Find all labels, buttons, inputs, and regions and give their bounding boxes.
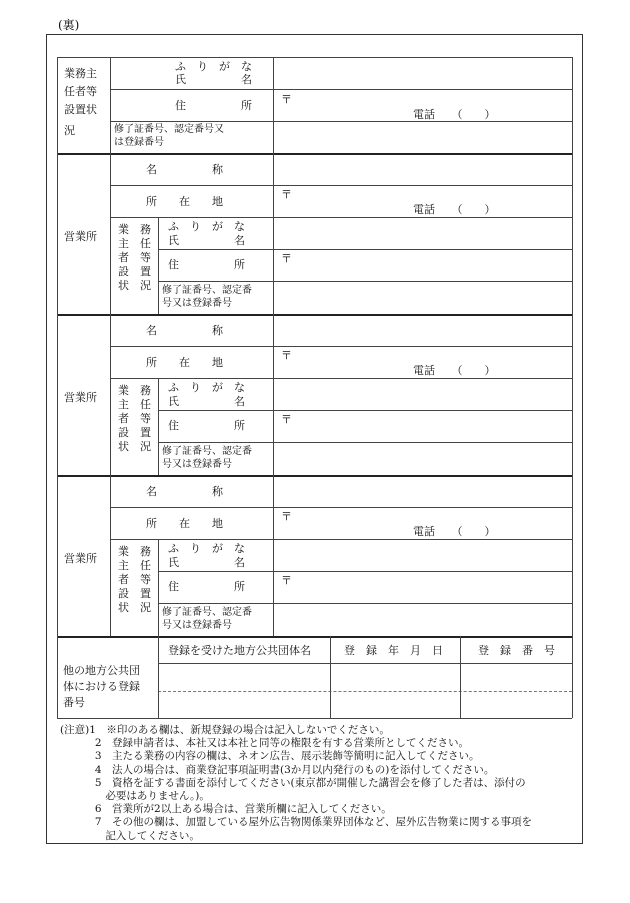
note-line: 4 法人の場合は、商業登記事項証明書(3か月以内発行のもの)を添付してください。	[60, 763, 495, 776]
furigana-label: ふ り が な	[168, 542, 245, 555]
postal-mark: 〒	[281, 510, 292, 523]
grid-line	[572, 636, 573, 718]
grid-line	[110, 185, 572, 186]
grid-line	[110, 507, 572, 508]
grid-line	[273, 57, 274, 153]
grid-line	[158, 663, 572, 664]
office-manager-label: 主 任	[118, 398, 151, 411]
grid-line	[158, 378, 159, 475]
postal-mark: 〒	[281, 574, 292, 587]
postal-mark: 〒	[281, 252, 292, 265]
grid-line	[57, 314, 58, 475]
office-label: 営業所	[64, 552, 97, 565]
other-registration-label: 他の地方公共団	[63, 664, 140, 677]
grid-line	[110, 57, 111, 153]
note-line: 3 主たる業務の内容の欄は、ネオン広告、展示装飾等簡明に記入してください。	[60, 750, 480, 763]
office-manager-label: 者 等	[118, 251, 151, 264]
grid-line	[158, 217, 159, 314]
address-label: 住 所	[175, 99, 252, 112]
dashed-line	[158, 691, 572, 692]
grid-line	[57, 718, 572, 719]
manager-section-label: 任者等	[64, 85, 97, 98]
grid-line	[273, 475, 274, 636]
phone-label: 電話 （ ）	[413, 108, 496, 121]
manager-section-label: 業務主	[64, 67, 97, 80]
office-section-border	[57, 153, 572, 155]
office-manager-label: 設 置	[118, 265, 151, 278]
note-line: 記入してください。	[60, 829, 200, 842]
grid-line	[110, 153, 111, 314]
phone-label: 電話 （ ）	[413, 364, 496, 377]
other-registration-label: 番号	[63, 696, 85, 709]
grid-line	[572, 57, 573, 153]
cert-number-label: 修了証番号、認定番	[162, 285, 252, 296]
grid-line	[273, 153, 274, 314]
cert-number-label: 修了証番号、認定番	[162, 446, 252, 457]
grid-line	[158, 603, 572, 604]
name-label: 氏 名	[168, 556, 245, 569]
manager-section-label: 設置状	[64, 103, 97, 116]
column-header-number: 登 録 番 号	[478, 644, 555, 657]
address-label: 住 所	[168, 419, 245, 432]
note-line: 7 その他の欄は、加盟している屋外広告物関係業界団体など、屋外広告物業に関する事項を	[60, 816, 533, 829]
note-line: (注意)1 ※印のある欄は、新規登録の場合は記入しないでください。	[60, 724, 390, 736]
office-name-label: 名 称	[146, 485, 223, 498]
grid-line	[158, 249, 572, 250]
office-label: 営業所	[64, 230, 97, 243]
grid-line	[110, 346, 572, 347]
phone-label: 電話 （ ）	[413, 525, 496, 538]
office-manager-label: 設 置	[118, 426, 151, 439]
cert-number-label: 修了証番号、認定番	[162, 607, 252, 618]
grid-line	[330, 636, 331, 718]
furigana-label: ふ り が な	[175, 60, 252, 73]
office-name-label: 名 称	[146, 163, 223, 176]
grid-line	[110, 314, 111, 475]
postal-mark: 〒	[281, 413, 292, 426]
note-line: 必要はありません。)。	[60, 790, 210, 803]
grid-line	[110, 539, 572, 540]
grid-line	[57, 57, 572, 58]
postal-mark: 〒	[281, 93, 292, 106]
grid-line	[158, 442, 572, 443]
address-label: 住 所	[168, 258, 245, 271]
office-manager-label: 状 況	[118, 601, 151, 614]
office-manager-label: 状 況	[118, 440, 151, 453]
note-line: 2 登録申請者は、本社又は本社と同等の権限を有する営業所としてください。	[60, 737, 470, 750]
grid-line	[460, 636, 461, 718]
office-manager-label: 主 任	[118, 559, 151, 572]
grid-line	[158, 281, 572, 282]
manager-section-label: 況	[64, 124, 75, 137]
grid-line	[57, 153, 58, 314]
office-manager-label: 主 任	[118, 237, 151, 250]
office-location-label: 所 在 地	[146, 356, 223, 369]
grid-line	[572, 153, 573, 314]
phone-label: 電話 （ ）	[413, 203, 496, 216]
postal-mark: 〒	[281, 188, 292, 201]
cert-number-label: は登録番号	[114, 137, 164, 148]
office-name-label: 名 称	[146, 324, 223, 337]
office-section-border	[57, 475, 572, 477]
grid-line	[57, 475, 58, 636]
name-label: 氏 名	[168, 234, 245, 247]
grid-line	[110, 89, 572, 90]
grid-line	[110, 217, 572, 218]
office-manager-label: 業 務	[118, 223, 151, 236]
office-section-border	[57, 314, 572, 316]
grid-line	[572, 475, 573, 636]
page-side-label: (裏)	[58, 18, 80, 32]
cert-number-label: 号又は登録番号	[162, 298, 232, 309]
furigana-label: ふ り が な	[168, 220, 245, 233]
furigana-label: ふ り が な	[168, 381, 245, 394]
cert-number-label: 号又は登録番号	[162, 459, 232, 470]
other-registration-label: 体における登録	[63, 680, 140, 693]
office-manager-label: 状 況	[118, 279, 151, 292]
grid-line	[110, 121, 572, 122]
office-manager-label: 業 務	[118, 384, 151, 397]
other-section-border	[57, 636, 572, 638]
grid-line	[273, 314, 274, 475]
cert-number-label: 修了証番号、認定番号又	[114, 124, 224, 135]
notes-section	[60, 724, 580, 843]
grid-line	[158, 539, 159, 636]
office-manager-label: 設 置	[118, 587, 151, 600]
note-line: 6 営業所が2以上ある場合は、営業所欄に記入してください。	[60, 803, 392, 816]
grid-line	[572, 314, 573, 475]
grid-line	[158, 410, 572, 411]
grid-line	[57, 636, 58, 718]
note-line: 5 資格を証する書面を添付してください(東京都が開催した講習会を修了した者は、添付の	[60, 776, 526, 789]
grid-line	[110, 475, 111, 636]
name-label: 氏 名	[175, 73, 252, 86]
office-label: 営業所	[64, 391, 97, 404]
grid-line	[158, 571, 572, 572]
office-location-label: 所 在 地	[146, 517, 223, 530]
postal-mark: 〒	[281, 349, 292, 362]
column-header-municipality: 登録を受けた地方公共団体名	[168, 644, 311, 657]
name-label: 氏 名	[168, 395, 245, 408]
address-label: 住 所	[168, 580, 245, 593]
office-manager-label: 者 等	[118, 412, 151, 425]
column-header-date: 登 録 年 月 日	[344, 644, 443, 657]
grid-line	[57, 57, 58, 153]
form-frame	[46, 34, 583, 844]
grid-line	[110, 378, 572, 379]
grid-line	[158, 636, 159, 718]
cert-number-label: 号又は登録番号	[162, 620, 232, 631]
office-manager-label: 業 務	[118, 545, 151, 558]
office-manager-label: 者 等	[118, 573, 151, 586]
office-location-label: 所 在 地	[146, 195, 223, 208]
